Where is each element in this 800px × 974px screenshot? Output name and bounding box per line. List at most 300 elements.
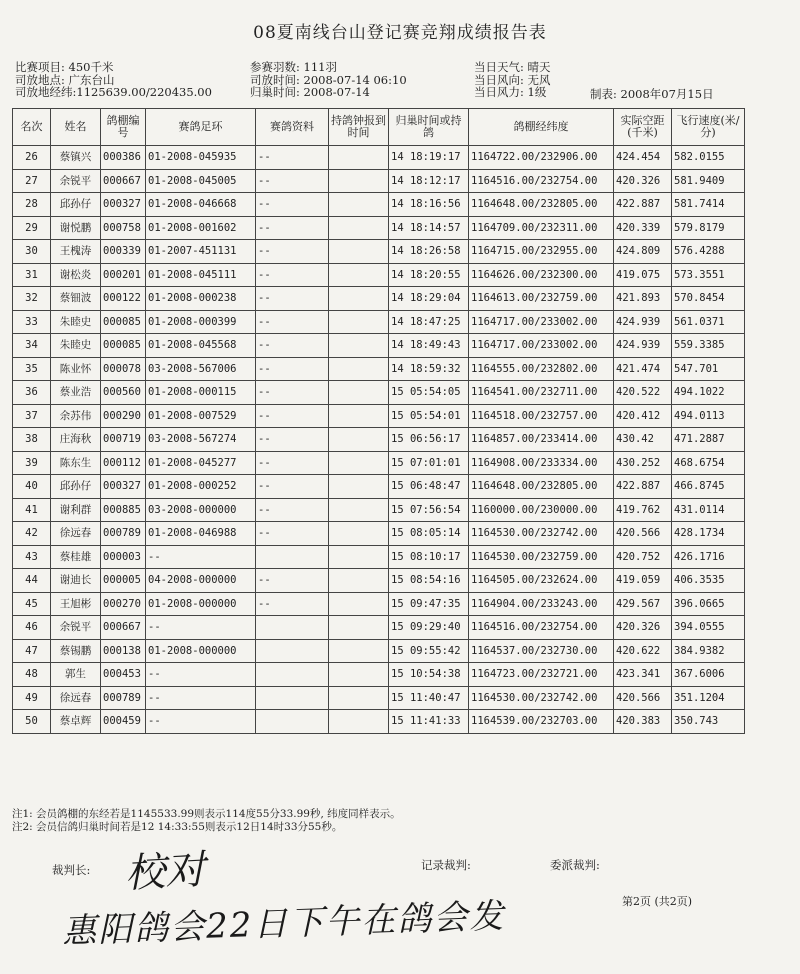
speed-cell: 581.9409 [672,169,745,193]
distance-cell: 420.622 [614,639,672,663]
name-cell: 谢迪长 [51,569,101,593]
name-cell: 徐远春 [51,686,101,710]
header-ring: 赛鸽足环 [146,109,256,146]
speed-cell: 394.0555 [672,616,745,640]
distance-cell: 420.566 [614,522,672,546]
coords-cell: 1164723.00/232721.00 [469,663,614,687]
distance-cell: 423.341 [614,663,672,687]
loft-cell: 000789 [101,686,146,710]
ring-cell: 01-2008-045111 [146,263,256,287]
rank-cell: 36 [13,381,51,405]
header-loft: 鸽棚编号 [101,109,146,146]
rank-cell: 35 [13,357,51,381]
handwritten-note: 惠阳鸽会22日下午在鸽会发 [61,896,506,952]
name-cell: 蔡卓辉 [51,710,101,734]
distance-cell: 421.474 [614,357,672,381]
table-row [13,169,745,193]
ring-cell: -- [146,545,256,569]
ring-cell: -- [146,663,256,687]
coords-cell: 1164722.00/232906.00 [469,146,614,170]
speed-cell: 466.8745 [672,475,745,499]
loft-cell: 000085 [101,334,146,358]
release-time: 司放时间: 2008-07-14 06:10 [250,72,407,87]
distance-cell: 420.752 [614,545,672,569]
coords-cell: 1164541.00/232711.00 [469,381,614,405]
return-time-cell: 15 06:56:17 [389,428,469,452]
entry-count: 参赛羽数: 111羽 [250,60,337,74]
note-1: 注1: 会员鸽棚的东经若是1145533.99则表示114度55分33.99秒, 纬度同样表示。 [12,808,401,820]
distance-cell: 422.887 [614,475,672,499]
distance-cell: 421.893 [614,287,672,311]
wind-direction: 当日风向: 无风 [474,72,551,87]
distance-cell: 420.383 [614,710,672,734]
clock-cell [329,498,389,522]
loft-cell: 000719 [101,428,146,452]
rank-cell: 29 [13,216,51,240]
clock-cell [329,334,389,358]
header-rank: 名次 [13,109,51,146]
clock-cell [329,686,389,710]
ring-cell: -- [146,616,256,640]
return-time-cell: 14 18:59:32 [389,357,469,381]
report-title: 08夏南线台山登记赛竞翔成绩报告表 [253,23,547,43]
info-cell: -- [256,357,329,381]
coords-cell: 1164516.00/232754.00 [469,169,614,193]
info-cell: -- [256,498,329,522]
header-name: 姓名 [51,109,101,146]
distance-cell: 424.809 [614,240,672,264]
name-cell: 谢松炎 [51,263,101,287]
rank-cell: 43 [13,545,51,569]
info-cell: -- [256,475,329,499]
ring-cell: 01-2008-000252 [146,475,256,499]
distance-cell: 424.939 [614,334,672,358]
rank-cell: 46 [13,616,51,640]
rank-cell: 41 [13,498,51,522]
distance-cell: 420.339 [614,216,672,240]
meta-column-3 [474,61,551,99]
table-row [13,310,745,334]
table-row [13,263,745,287]
coords-cell: 1164857.00/233414.00 [469,428,614,452]
speed-cell: 494.1022 [672,381,745,405]
loft-cell: 000112 [101,451,146,475]
loft-cell: 000885 [101,498,146,522]
speed-cell: 559.3385 [672,334,745,358]
rank-cell: 34 [13,334,51,358]
name-cell: 王槐涛 [51,240,101,264]
info-cell [256,545,329,569]
speed-cell: 396.0665 [672,592,745,616]
info-cell: -- [256,522,329,546]
ring-cell: 01-2008-046988 [146,522,256,546]
distance-cell: 420.522 [614,381,672,405]
return-time-cell: 14 18:16:56 [389,193,469,217]
table-row [13,710,745,734]
distance-cell: 430.252 [614,451,672,475]
ring-cell: 01-2008-000238 [146,287,256,311]
name-cell: 陈业怀 [51,357,101,381]
info-cell: -- [256,381,329,405]
table-row [13,592,745,616]
table-row [13,381,745,405]
distance-cell: 420.566 [614,686,672,710]
name-cell: 蔡桂雄 [51,545,101,569]
loft-cell: 000122 [101,287,146,311]
speed-cell: 468.6754 [672,451,745,475]
distance-cell: 429.567 [614,592,672,616]
loft-cell: 000327 [101,475,146,499]
coords-cell: 1164626.00/232300.00 [469,263,614,287]
info-cell: -- [256,334,329,358]
delegate-judge-label: 委派裁判: [550,858,600,872]
info-cell: -- [256,216,329,240]
table-row [13,475,745,499]
coords-cell: 1164648.00/232805.00 [469,475,614,499]
clock-cell [329,310,389,334]
ring-cell: 01-2008-046668 [146,193,256,217]
coords-cell: 1164715.00/232955.00 [469,240,614,264]
speed-cell: 426.1716 [672,545,745,569]
record-judge-label: 记录裁判: [421,858,471,872]
report-date: 制表: 2008年07月15日 [590,87,714,101]
rank-cell: 32 [13,287,51,311]
header-return: 归巢时间或持鸽 [389,109,469,146]
clock-cell [329,616,389,640]
loft-cell: 000270 [101,592,146,616]
loft-cell: 000078 [101,357,146,381]
coords-cell: 1164908.00/233334.00 [469,451,614,475]
name-cell: 庄海秋 [51,428,101,452]
loft-cell: 000327 [101,193,146,217]
loft-cell: 000201 [101,263,146,287]
return-time-cell: 14 18:47:25 [389,310,469,334]
info-cell [256,639,329,663]
return-time-cell: 15 07:56:54 [389,498,469,522]
rank-cell: 45 [13,592,51,616]
table-row [13,146,745,170]
table-row [13,357,745,381]
table-row [13,216,745,240]
wind-force: 当日风力: 1级 [474,85,547,99]
loft-cell: 000560 [101,381,146,405]
distance-cell: 422.887 [614,193,672,217]
speed-cell: 576.4288 [672,240,745,264]
distance-cell: 419.059 [614,569,672,593]
return-time-cell: 14 18:19:17 [389,146,469,170]
ring-cell: 01-2008-001602 [146,216,256,240]
loft-cell: 000005 [101,569,146,593]
speed-cell: 351.1204 [672,686,745,710]
return-time-cell: 15 11:40:47 [389,686,469,710]
table-row [13,334,745,358]
weather: 当日天气: 晴天 [474,60,551,74]
clock-cell [329,216,389,240]
rank-cell: 37 [13,404,51,428]
loft-cell: 000459 [101,710,146,734]
clock-cell [329,569,389,593]
return-time-cell: 15 10:54:38 [389,663,469,687]
coords-cell: 1164505.00/232624.00 [469,569,614,593]
speed-cell: 384.9382 [672,639,745,663]
rank-cell: 48 [13,663,51,687]
coords-cell: 1164555.00/232802.00 [469,357,614,381]
name-cell: 徐远春 [51,522,101,546]
header-speed: 飞行速度(米/分) [672,109,745,146]
clock-cell [329,545,389,569]
speed-cell: 579.8179 [672,216,745,240]
speed-cell: 350.743 [672,710,745,734]
name-cell: 邱孙仔 [51,193,101,217]
results-body [13,146,745,734]
name-cell: 蔡镇兴 [51,146,101,170]
clock-cell [329,522,389,546]
ring-cell: 01-2008-007529 [146,404,256,428]
name-cell: 谢利群 [51,498,101,522]
return-time-cell: 15 09:47:35 [389,592,469,616]
info-cell: -- [256,263,329,287]
info-cell: -- [256,169,329,193]
meta-column-2 [250,61,407,99]
rank-cell: 44 [13,569,51,593]
rank-cell: 42 [13,522,51,546]
clock-cell [329,639,389,663]
speed-cell: 573.3551 [672,263,745,287]
clock-cell [329,287,389,311]
clock-cell [329,263,389,287]
clock-cell [329,357,389,381]
distance-cell: 420.326 [614,616,672,640]
distance-cell: 424.939 [614,310,672,334]
loft-cell: 000290 [101,404,146,428]
speed-cell: 582.0155 [672,146,745,170]
speed-cell: 431.0114 [672,498,745,522]
rank-cell: 38 [13,428,51,452]
speed-cell: 471.2887 [672,428,745,452]
ring-cell: 01-2008-000399 [146,310,256,334]
name-cell: 蔡锡鹏 [51,639,101,663]
speed-cell: 367.6006 [672,663,745,687]
header-clock: 持鸽钟报到时间 [329,109,389,146]
return-date: 归巢时间: 2008-07-14 [250,85,370,99]
return-time-cell: 15 05:54:05 [389,381,469,405]
loft-cell: 000667 [101,169,146,193]
ring-cell: 01-2008-045568 [146,334,256,358]
meta-column-1 [15,61,212,99]
loft-cell: 000339 [101,240,146,264]
rank-cell: 26 [13,146,51,170]
name-cell: 蔡业浩 [51,381,101,405]
release-coordinates: 司放地经纬:1125639.00/220435.00 [15,85,212,99]
table-row [13,404,745,428]
info-cell: -- [256,451,329,475]
name-cell: 陈东生 [51,451,101,475]
header-coords: 鸽棚经纬度 [469,109,614,146]
info-cell: -- [256,310,329,334]
return-time-cell: 14 18:14:57 [389,216,469,240]
rank-cell: 27 [13,169,51,193]
results-table [12,108,745,734]
return-time-cell: 15 09:29:40 [389,616,469,640]
name-cell: 郭生 [51,663,101,687]
rank-cell: 50 [13,710,51,734]
clock-cell [329,146,389,170]
distance-cell: 419.762 [614,498,672,522]
info-cell [256,663,329,687]
return-time-cell: 14 18:49:43 [389,334,469,358]
handwritten-proofread: 校对 [124,846,207,898]
distance-cell: 419.075 [614,263,672,287]
coords-cell: 1164530.00/232759.00 [469,545,614,569]
name-cell: 余苏伟 [51,404,101,428]
release-location: 司放地点: 广东台山 [15,72,115,87]
info-cell [256,686,329,710]
chief-judge-label: 裁判长: [52,863,91,877]
coords-cell: 1164539.00/232703.00 [469,710,614,734]
info-cell: -- [256,569,329,593]
loft-cell: 000758 [101,216,146,240]
distance-cell: 424.454 [614,146,672,170]
race-distance: 比赛项目: 450千米 [15,60,114,74]
ring-cell: -- [146,710,256,734]
coords-cell: 1164613.00/232759.00 [469,287,614,311]
coords-cell: 1164904.00/233243.00 [469,592,614,616]
table-row [13,522,745,546]
ring-cell: 03-2008-000000 [146,498,256,522]
rank-cell: 30 [13,240,51,264]
name-cell: 余锐平 [51,169,101,193]
coords-cell: 1164717.00/233002.00 [469,310,614,334]
table-row [13,686,745,710]
coords-cell: 1164537.00/232730.00 [469,639,614,663]
table-row [13,663,745,687]
clock-cell [329,428,389,452]
speed-cell: 428.1734 [672,522,745,546]
ring-cell: 01-2008-045277 [146,451,256,475]
distance-cell: 420.412 [614,404,672,428]
table-row [13,193,745,217]
loft-cell: 000453 [101,663,146,687]
info-cell [256,710,329,734]
table-row [13,498,745,522]
return-time-cell: 15 09:55:42 [389,639,469,663]
page-indicator: 第2页 (共2页) [622,895,693,908]
coords-cell: 1164530.00/232742.00 [469,522,614,546]
coords-cell: 1164717.00/233002.00 [469,334,614,358]
name-cell: 蔡钿波 [51,287,101,311]
info-cell: -- [256,404,329,428]
speed-cell: 581.7414 [672,193,745,217]
clock-cell [329,240,389,264]
clock-cell [329,193,389,217]
info-cell: -- [256,428,329,452]
return-time-cell: 14 18:12:17 [389,169,469,193]
coords-cell: 1164518.00/232757.00 [469,404,614,428]
ring-cell: 03-2008-567006 [146,357,256,381]
info-cell: -- [256,146,329,170]
info-cell: -- [256,240,329,264]
info-cell: -- [256,193,329,217]
rank-cell: 49 [13,686,51,710]
info-cell: -- [256,592,329,616]
return-time-cell: 15 08:10:17 [389,545,469,569]
table-row [13,545,745,569]
coords-cell: 1164709.00/232311.00 [469,216,614,240]
loft-cell: 000138 [101,639,146,663]
clock-cell [329,451,389,475]
table-row [13,616,745,640]
name-cell: 王旭彬 [51,592,101,616]
distance-cell: 430.42 [614,428,672,452]
loft-cell: 000386 [101,146,146,170]
ring-cell: 01-2008-045005 [146,169,256,193]
rank-cell: 33 [13,310,51,334]
table-header-row [13,109,745,146]
clock-cell [329,592,389,616]
name-cell: 谢悦鹏 [51,216,101,240]
rank-cell: 39 [13,451,51,475]
table-row [13,428,745,452]
return-time-cell: 14 18:26:58 [389,240,469,264]
name-cell: 邱孙仔 [51,475,101,499]
distance-cell: 420.326 [614,169,672,193]
return-time-cell: 15 07:01:01 [389,451,469,475]
ring-cell: -- [146,686,256,710]
speed-cell: 547.701 [672,357,745,381]
return-time-cell: 14 18:20:55 [389,263,469,287]
clock-cell [329,169,389,193]
ring-cell: 01-2008-000115 [146,381,256,405]
return-time-cell: 15 05:54:01 [389,404,469,428]
table-row [13,569,745,593]
speed-cell: 561.0371 [672,310,745,334]
loft-cell: 000003 [101,545,146,569]
note-2: 注2: 会员信鸽归巢时间若是12 14:33:55则表示12日14时33分55秒。 [12,821,343,833]
clock-cell [329,381,389,405]
table-row [13,240,745,264]
table-row [13,287,745,311]
rank-cell: 47 [13,639,51,663]
ring-cell: 01-2008-000000 [146,639,256,663]
ring-cell: 01-2008-000000 [146,592,256,616]
rank-cell: 40 [13,475,51,499]
header-distance: 实际空距(千米) [614,109,672,146]
loft-cell: 000085 [101,310,146,334]
table-row [13,451,745,475]
ring-cell: 04-2008-000000 [146,569,256,593]
coords-cell: 1164648.00/232805.00 [469,193,614,217]
name-cell: 余锐平 [51,616,101,640]
header-info: 赛鸽资料 [256,109,329,146]
return-time-cell: 15 08:54:16 [389,569,469,593]
loft-cell: 000667 [101,616,146,640]
coords-cell: 1160000.00/230000.00 [469,498,614,522]
loft-cell: 000789 [101,522,146,546]
speed-cell: 494.0113 [672,404,745,428]
return-time-cell: 15 08:05:14 [389,522,469,546]
coords-cell: 1164530.00/232742.00 [469,686,614,710]
info-cell: -- [256,287,329,311]
ring-cell: 01-2008-045935 [146,146,256,170]
clock-cell [329,663,389,687]
return-time-cell: 15 11:41:33 [389,710,469,734]
name-cell: 朱睦史 [51,310,101,334]
ring-cell: 01-2007-451131 [146,240,256,264]
return-time-cell: 15 06:48:47 [389,475,469,499]
ring-cell: 03-2008-567274 [146,428,256,452]
speed-cell: 406.3535 [672,569,745,593]
return-time-cell: 14 18:29:04 [389,287,469,311]
